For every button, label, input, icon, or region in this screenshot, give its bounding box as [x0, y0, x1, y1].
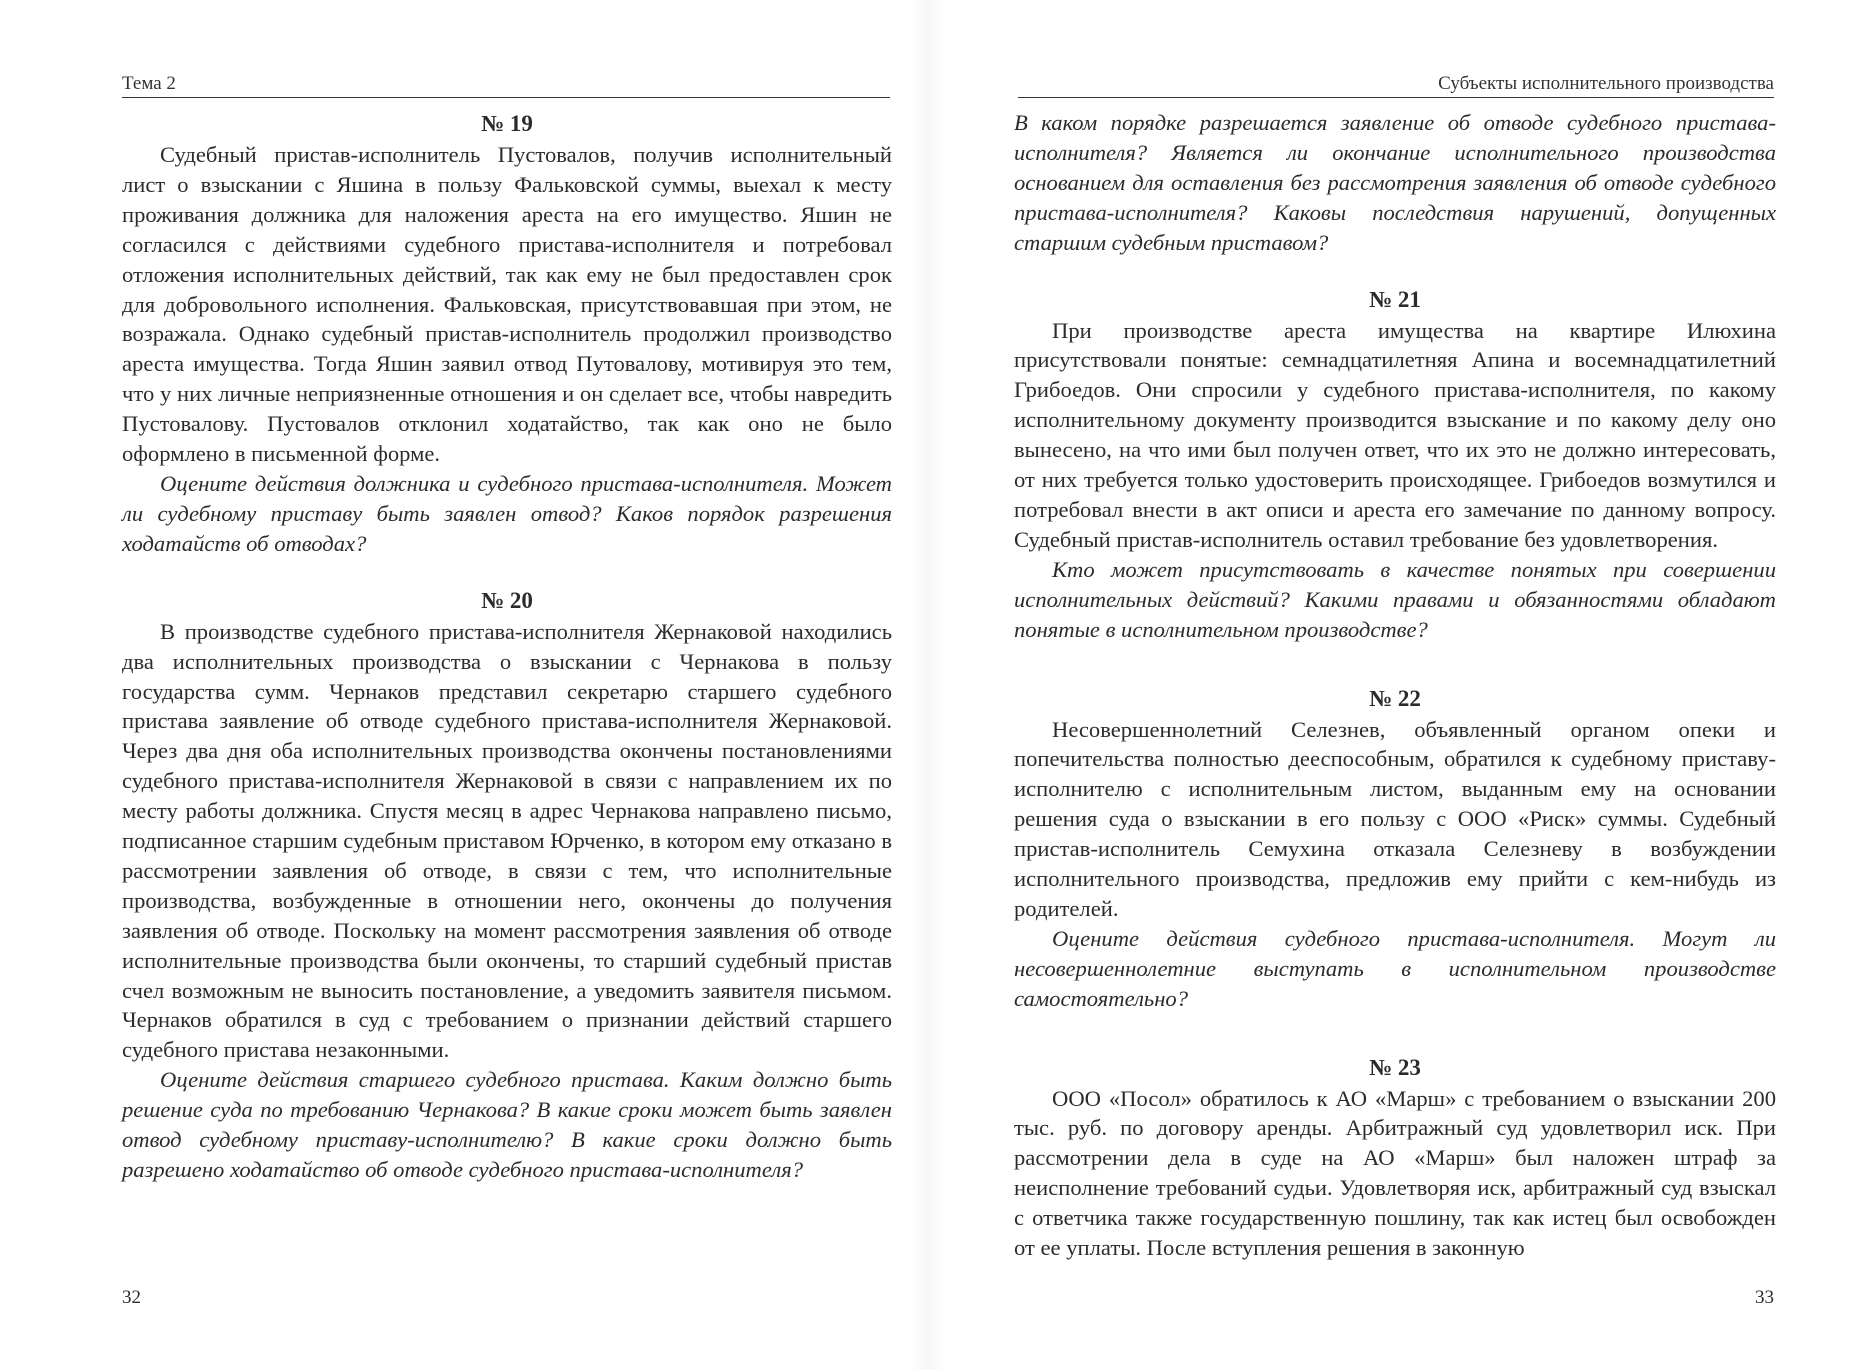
- section-gap: [1014, 258, 1776, 284]
- task-22-body: Несовершеннолетний Селезнев, объявленный органом опеки и попечительства полностью дееспособным, обратился к судебному приставу-исполнителю с исполнительным листом, выданным ему на основании решения суда о взыскании в его пользу с ООО «Риск» суммы. Судебный пристав-исполнитель Семухина отказала Селезневу в возбуждении исполнительного производства, предложив ему прийти с кем-нибудь из родителей.: [1014, 716, 1776, 921]
- task-20-question-continued: В каком порядке разрешается заявление об отводе судебного пристава-исполнителя? Является ли окончание исполнительного производства основанием для оставления без рассмотрения заявления об отводе судебного пристава-исполнителя? Каковы последствия нарушений, допущенных старшим судебным приставом?: [1014, 110, 1776, 255]
- section-gap: [1014, 645, 1776, 683]
- task-19-body: Судебный пристав-исполнитель Пустовалов, получив исполнительный лист о взыскании с Яшина в пользу Фальковской суммы, выехал к месту проживания должника для наложения ареста на его имущество. Яшин не согласился с действиями судебного пристава-исполнителя и потребовал отложения исполнительных действий, так как ему не был предоставлен срок для добровольного исполнения. Фальковская, присутствовавшая при этом, не возражала. Однако судебный пристав-исполнитель продолжил производство ареста имущества. Тогда Яшин заявил отвод Путовалову, мотивируя это тем, что у них личные неприязненные отношения и он сделает все, чтобы навредить Пустовалову. Пустовалов отклонил ходатайство, так как оно не было оформлено в письменной форме.: [122, 142, 892, 467]
- section-gap: [122, 559, 892, 585]
- header-rule-left: [122, 97, 890, 98]
- task-20-body: В производстве судебного пристава-исполнителя Жернаковой находились два исполнительных производства о взыскании с Чернакова в пользу государства сумм. Чернаков представил секретарю старшего судебного пристава заявление об отводе судебного пристава-исполнителя Жернаковой. Через два дня оба исполнительных производства окончены постановлениями судебного пристава-исполнителя Жернаковой в связи с направлением их по месту работы должника. Спустя месяц в адрес Чернакова направлено письмо, подписанное старшим судебным приставом Юрченко, в котором ему отказано в рассмотрении заявления об отводе, в связи с тем, что исполнительные производства, возбужденные в отношении него, окончены до получения заявления об отводе. Поскольку на момент рассмотрения заявления об отводе исполнительные производства были окончены, то старший судебный пристав счел возможным не выносить постановление, а уведомить заявителя письмом. Чернаков обратился в суд с требованием о признании действий старшего судебного пристава незаконными.: [122, 618, 892, 1063]
- left-page-content: [122, 108, 892, 1185]
- task-22-question: Оцените действия судебного пристава-исполнителя. Могут ли несовершеннолетние выступать в исполнительном производстве самостоятельно?: [1014, 925, 1776, 1011]
- task-20-number: № 20: [481, 587, 533, 613]
- right-page-content: [1014, 108, 1776, 1263]
- task-19-number: № 19: [481, 111, 533, 136]
- task-20-question: Оцените действия старшего судебного пристава. Каким должно быть решение суда по требованию Чернакова? В какие сроки может быть заявлен отвод судебному приставу-исполнителю? В какие сроки должно быть разрешено ходатайство об отводе судебного пристава-исполнителя?: [122, 1067, 892, 1182]
- task-21-number: № 21: [1369, 286, 1421, 312]
- task-21-body: При производстве ареста имущества на квартире Илюхина присутствовали понятые: семнадцатилетняя Апина и восемнадцатилетний Грибоедов. Они спросили у судебного пристава-исполнителя, по какому исполнительному документу производится взыскание и по какому делу оно вынесено, на что ими был получен ответ, что их это не должно интересовать, от них требуется только удостоверить происходящее. Грибоедов возмутился и потребовал внести в акт описи и ареста его замечание по данному вопросу. Судебный пристав-исполнитель оставил требование без удовлетворения.: [1014, 317, 1776, 552]
- task-21-question: Кто может присутствовать в качестве понятых при совершении исполнительных действий? Какими правами и обязанностями обладают понятые в исполнительном производстве?: [1014, 556, 1776, 642]
- task-22-number: № 22: [1369, 685, 1421, 711]
- task-23-number: № 23: [1369, 1054, 1421, 1080]
- section-gap: [1014, 1014, 1776, 1052]
- header-rule-right: [1018, 97, 1774, 98]
- running-head-left: Тема 2: [122, 73, 176, 94]
- running-head-right: Субъекты исполнительного производства: [1438, 73, 1774, 94]
- page-number-right: 33: [1755, 1287, 1774, 1308]
- task-19-question: Оцените действия должника и судебного пристава-исполнителя. Может ли судебному приставу быть заявлен отвод? Каков порядок разрешения ходатайств об отводах?: [122, 470, 892, 556]
- right-page: [928, 0, 1856, 1370]
- page-number-left: 32: [122, 1287, 141, 1308]
- task-23-body: ООО «Посол» обратилось к АО «Марш» с требованием о взыскании 200 тыс. руб. по договору аренды. Арбитражный суд удовлетворил иск. При рассмотрении дела в суде на АО «Марш» был наложен штраф за неисполнение требований судьи. Удовлетворяя иск, арбитражный суд взыскал с ответчика также государственную пошлину, так как истец был освобожден от ее уплаты. После вступления решения в законную: [1014, 1085, 1776, 1261]
